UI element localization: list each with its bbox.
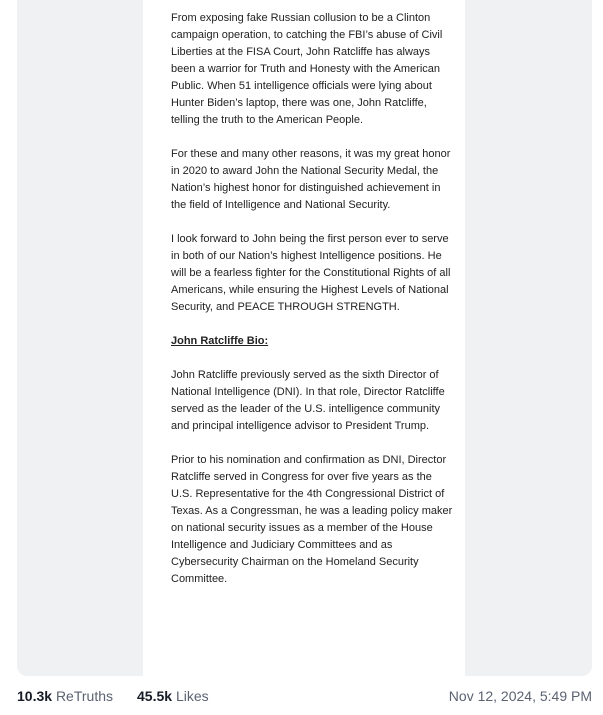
retruths-stat[interactable]	[17, 686, 113, 706]
bio-paragraph-1: John Ratcliffe previously served as the sixth Director of National Intelligence (DNI). In that role, Director Ratcliffe served as the leader of the U.S. intelligence community and principal intelligence advisor to President Trump.	[171, 369, 445, 432]
statement-paragraph-3: I look forward to John being the first person ever to serve in both of our Nation’s highest Intelligence positions. He will be a fearless fighter for the Constitutional Rights of all Americans, while ensuring the Highest Levels of National Security, and PEACE THROUGH STRENGTH.	[171, 233, 451, 313]
post-stats-bar	[17, 686, 592, 706]
bio-heading: John Ratcliffe Bio:	[171, 335, 269, 347]
post-timestamp[interactable]: Nov 12, 2024, 5:49 PM	[448, 688, 592, 704]
likes-label: Likes	[175, 688, 209, 704]
statement-paragraph-1: From exposing fake Russian collusion to be a Clinton campaign operation, to catching the FBI’s abuse of Civil Liberties at the FISA Court, John Ratcliffe has always been a warrior for Truth and Honesty with the American Public. When 51 intelligence officials were lying about Hunter Biden’s laptop, there was one, John Ratcliffe, telling the truth to the American People.	[171, 12, 443, 126]
statement-paragraph-2: For these and many other reasons, it was my great honor in 2020 to award John the National Security Medal, the Nation’s highest honor for distinguished achievement in the field of Intelligence and National Security.	[171, 148, 451, 211]
post-image-frame[interactable]	[17, 0, 592, 676]
likes-stat[interactable]	[137, 686, 209, 706]
statement-document	[143, 0, 465, 676]
retruths-count: 10.3k	[17, 688, 53, 704]
retruths-label: ReTruths	[55, 688, 113, 704]
likes-count: 45.5k	[137, 688, 173, 704]
bio-paragraph-2: Prior to his nomination and confirmation as DNI, Director Ratcliffe served in Congress for over five years as the U.S. Representative for the 4th Congressional District of Texas. As a Congressman, he was a leading policy maker on national security issues as a member of the House Intelligence and Judiciary Committees and as Cybersecurity Chairman on the Homeland Security Committee.	[171, 454, 453, 585]
